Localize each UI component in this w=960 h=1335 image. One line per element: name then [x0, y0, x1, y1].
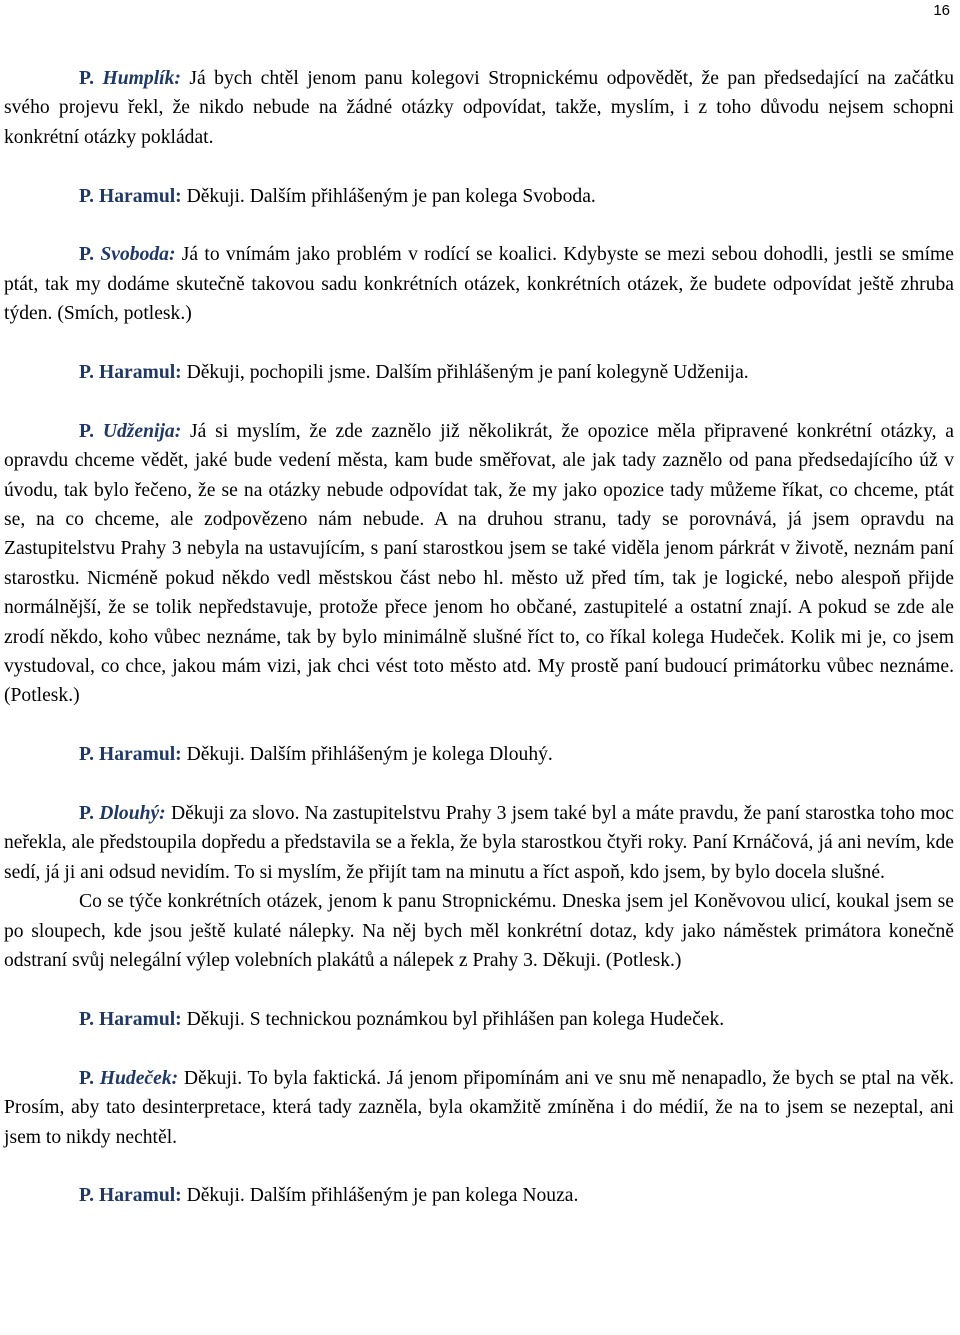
speaker-name: Dlouhý:	[99, 803, 166, 825]
speaker-prefix: P. Haramul:	[79, 1185, 182, 1207]
speaker-prefix: P.	[79, 803, 100, 825]
speaker-name: Svoboda:	[100, 244, 176, 266]
paragraph-text: Já si myslím, že zde zaznělo již několikrát, že opozice měla připravené konkrétní otázky, a opravdu chceme vědět, jaké bude vedení města, kam bude směřovat, ale jak tady zaznělo od pana předsedajícího úž v úvodu, tak bylo řečeno, že se na otázky nebude odpovídat tak, že my jako opozice tady můžeme říkat, co chceme, ptát se, na co chceme, ale zodpovězeno nám nebude. A na druhou stranu, tady se porovnává, já jsem opravdu na Zastupitelstvu Prahy 3 nebyla na ustavujícím, s paní starostkou jsem se také viděla jenom párkrát v životě, neznám paní starostku. Nicméně pokud někdo vedl městskou část nebo hl. město už před tím, tak je logické, nebo alespoň přijde normálnější, že se tolik nepředstavuje, protože přece jenom ho občané, zastupitelé a ostatní znají. A pokud se zde ale zrodí někdo, koho vůbec neznáme, tak by bylo minimálně slušné říct to, co říkal kolega Hudeček. Kolik mi je, co jsem vystudoval, co chce, jakou mám vizi, jak chci vést toto město atd. My prostě paní budoucí primátorku vůbec neznáme. (Potlesk.)	[4, 420, 954, 707]
document-body	[4, 64, 954, 1211]
speaker-label	[79, 362, 182, 383]
paragraph-udzenija	[4, 417, 954, 711]
paragraph-dlouhy	[4, 799, 954, 887]
paragraph-text: Děkuji. S technickou poznámkou byl přihlášen pan kolega Hudeček.	[181, 1008, 725, 1030]
paragraph-hudecek	[4, 1064, 954, 1152]
speaker-prefix: P. Haramul:	[79, 1008, 182, 1030]
paragraph-text: Děkuji. Dalším přihlášeným je pan kolega Nouza.	[181, 1185, 579, 1207]
speaker-label	[79, 1068, 178, 1089]
speaker-label	[79, 744, 182, 765]
speaker-label	[79, 1009, 182, 1030]
speaker-prefix: P.	[79, 244, 101, 266]
paragraph-text: Co se týče konkrétních otázek, jenom k panu Stropnickému. Dneska jsem jel Koněvovou ulicí, koukal jsem se po sloupech, kde jsou ještě kulaté nálepky. Na něj bych měl konkrétní dotaz, kdy jako náměstek primátora konečně odstraní svůj nelegální výlep volebních plakátů a nálepek z Prahy 3. Děkuji. (Potlesk.)	[4, 891, 954, 972]
speaker-label	[79, 68, 181, 89]
speaker-prefix: P. Haramul:	[79, 185, 182, 207]
speaker-label	[79, 244, 175, 265]
page-number: 16	[933, 2, 950, 19]
speaker-prefix: P.	[79, 420, 103, 442]
paragraph-text: Děkuji. Dalším přihlášeným je pan kolega Svoboda.	[181, 185, 596, 207]
paragraph-dlouhy-continued	[4, 887, 954, 975]
paragraph-haramul-3	[4, 740, 954, 769]
speaker-label	[79, 186, 182, 207]
speaker-name: Humplík:	[102, 68, 181, 89]
paragraph-svoboda	[4, 240, 954, 328]
paragraph-humplik	[4, 64, 954, 152]
paragraph-haramul-2	[4, 358, 954, 387]
speaker-prefix: P.	[79, 1067, 100, 1089]
speaker-label	[79, 803, 166, 824]
speaker-name: Hudeček:	[99, 1067, 179, 1089]
paragraph-text: Děkuji. To byla faktická. Já jenom připomínám ani ve snu mě nenapadlo, že bych se ptal na věk. Prosím, aby tato desinterpretace, která tady zazněla, byla okamžitě zmíněna i do médií, že na to jsem se nezeptal, ani jsem to nikdy nechtěl.	[4, 1067, 954, 1148]
speaker-name: Udženija:	[102, 420, 182, 442]
speaker-label	[79, 1185, 182, 1206]
paragraph-text: Já bych chtěl jenom panu kolegovi Stropnickému odpovědět, že pan předsedající na začátku svého projevu řekl, že nikdo nebude na žádné otázky odpovídat, takže, myslím, i z toho důvodu nejsem schopni konkrétní otázky pokládat.	[4, 68, 955, 148]
paragraph-text: Já to vnímám jako problém v rodící se koalici. Kdybyste se mezi sebou dohodli, jestli se smíme ptát, tak my dodáme skutečně takovou sadu konkrétních otázek, konkrétních otázek, že budete odpovídat ještě zhruba týden. (Smích, potlesk.)	[4, 244, 954, 325]
speaker-prefix: P. Haramul:	[79, 362, 182, 384]
paragraph-haramul-1	[4, 182, 954, 211]
speaker-label	[79, 421, 181, 442]
paragraph-haramul-4	[4, 1005, 954, 1034]
speaker-prefix: P. Haramul:	[79, 744, 182, 766]
paragraph-text: Děkuji. Dalším přihlášeným je kolega Dlouhý.	[181, 744, 553, 766]
speaker-prefix: P.	[79, 68, 103, 89]
paragraph-text: Děkuji za slovo. Na zastupitelstvu Prahy 3 jsem také byl a máte pravdu, že paní starostka toho moc neřekla, ale předstoupila dopředu a představila se a řekla, že byla starostkou čtyři roky. Paní Krnáčová, já ani nevím, kde sedí, já ji ani odsud nevidím. To si myslím, že přijít tam na minutu a říct aspoň, kdo jsem, by bylo docela slušné.	[4, 803, 954, 883]
paragraph-text: Děkuji, pochopili jsme. Dalším přihlášeným je paní kolegyně Udženija.	[181, 362, 749, 384]
paragraph-haramul-5	[4, 1181, 954, 1210]
